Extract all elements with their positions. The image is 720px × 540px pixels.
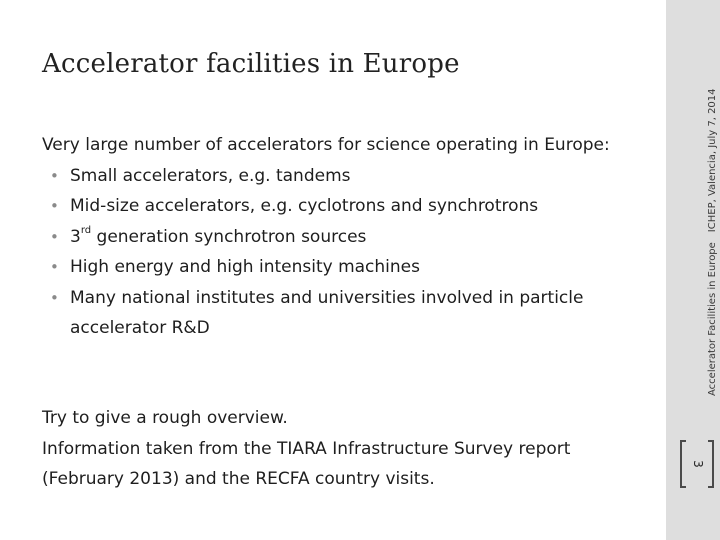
list-item	[42, 161, 642, 192]
outro-line-2: Information taken from the TIARA Infrastructure Survey report (February 2013) and the RECFA country visits.	[42, 438, 571, 489]
bullet-text: generation synchrotron sources	[91, 226, 367, 247]
bullet-prefix: 3	[70, 226, 81, 247]
list-item	[42, 252, 642, 283]
list-item	[42, 222, 642, 253]
slide-body	[42, 130, 642, 344]
slide-title: Accelerator facilities in Europe	[42, 49, 460, 80]
list-item	[42, 283, 642, 344]
bullet-icon: •	[50, 288, 59, 307]
bullet-text: High energy and high intensity machines	[70, 257, 420, 277]
bullet-list	[42, 161, 642, 344]
bullet-icon: •	[50, 227, 59, 246]
page-number: 3	[691, 460, 705, 468]
bracket-right-icon	[708, 440, 714, 488]
bullet-superscript: rd	[80, 224, 92, 236]
footer-vertical	[707, 88, 718, 396]
list-item	[42, 191, 642, 222]
page-number-box	[680, 440, 714, 488]
footer-conference: ICHEP, Valencia, July 7, 2014	[707, 88, 718, 233]
bullet-text: Many national institutes and universities involved in particle accelerator R&D	[70, 287, 584, 338]
bracket-left-icon	[680, 440, 686, 488]
footer-presentation-title: Accelerator Facilities in Europe	[707, 242, 718, 396]
bullet-text: Mid-size accelerators, e.g. cyclotrons and synchrotrons	[70, 196, 539, 216]
bullet-icon: •	[50, 258, 59, 276]
bullet-text: Small accelerators, e.g. tandems	[70, 165, 351, 186]
outro-block	[42, 403, 642, 495]
bullet-icon: •	[50, 166, 59, 185]
intro-text: Very large number of accelerators for science operating in Europe:	[42, 135, 610, 155]
outro-line-1: Try to give a rough overview.	[42, 408, 288, 428]
bullet-icon: •	[50, 197, 59, 215]
